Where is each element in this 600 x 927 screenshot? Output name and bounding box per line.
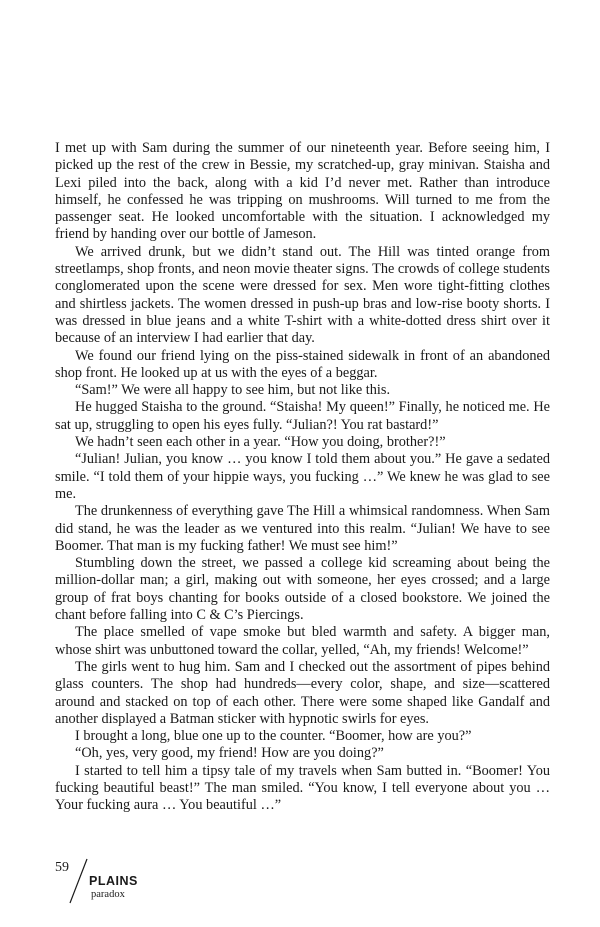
- paragraph: I brought a long, blue one up to the counter. “Boomer, how are you?”: [75, 728, 472, 745]
- paragraph: Stumbling down the street, we passed a college kid screaming about being the million-dollar man; a girl, making out with someone, her eyes crossed; and a large group of frat boys chanting for books outside of a closed bookstore. We joined the chant before falling into C & C’s Piercings.: [55, 555, 550, 624]
- journal-logo-subtitle: paradox: [91, 889, 125, 900]
- page-number: 59: [55, 860, 69, 875]
- paragraph: We arrived drunk, but we didn’t stand out. The Hill was tinted orange from streetlamps, shop fronts, and neon movie theater signs. The crowds of college students conglomerated upon the scene were dressed for sex. Men wore tight-fitting clothes and shirtless jackets. The women dressed in push-up bras and low-rise booty shorts. I was dressed in blue jeans and a white T-shirt with a white-dotted dress shirt over it because of an interview I had earlier that day.: [55, 243, 550, 347]
- paragraph: He hugged Staisha to the ground. “Staisha! My queen!” Finally, he noticed me. He sat up, struggling to open his eyes fully. “Julian?! You rat bastard!”: [55, 399, 550, 433]
- journal-logo: PLAINS: [89, 874, 138, 888]
- paragraph: The girls went to hug him. Sam and I checked out the assortment of pipes behind glass counters. The shop had hundreds—every color, shape, and size—scattered around and stacked on top of each other. There were some shaped like Gandalf and another displayed a Batman sticker with hypnotic swirls for eyes.: [55, 658, 550, 727]
- paragraph: I started to tell him a tipsy tale of my travels when Sam butted in. “Boomer! You fucking beautiful beast!” The man smiled. “You know, I tell everyone about you … Your fucking aura … You beautiful …”: [55, 762, 550, 814]
- story-text: [55, 140, 550, 815]
- page-footer: [55, 858, 195, 908]
- paragraph: We found our friend lying on the piss-stained sidewalk in front of an abandoned shop front. He looked up at us with the eyes of a beggar.: [55, 347, 550, 381]
- paragraph: The place smelled of vape smoke but bled warmth and safety. A bigger man, whose shirt was unbuttoned toward the collar, yelled, “Ah, my friends! Welcome!”: [55, 624, 550, 658]
- paragraph: “Julian! Julian, you know … you know I told them about you.” He gave a sedated smile. “I told them of your hippie ways, you fucking …” We knew he was glad to see me.: [55, 451, 550, 502]
- paragraph: “Oh, yes, very good, my friend! How are you doing?”: [75, 745, 384, 762]
- paragraph: “Sam!” We were all happy to see him, but not like this.: [75, 382, 391, 399]
- paragraph: I met up with Sam during the summer of our nineteenth year. Before seeing him, I picked up the rest of the crew in Bessie, my scratched-up, gray minivan. Staisha and Lexi piled into the back, along with a kid I’d never met. Rather than introduce himself, he confessed he was tripping on mushrooms. Will turned to me from the passenger seat. He looked uncomfortable with the situation. I acknowledged my friend by handing over our bottle of Jameson.: [55, 140, 550, 243]
- paragraph: The drunkenness of everything gave The Hill a whimsical randomness. When Sam did stand, he was the leader as we ventured into this realm. “Julian! We have to see Boomer. That man is my fucking father! We must see him!”: [55, 503, 550, 554]
- paragraph: We hadn’t seen each other in a year. “How you doing, brother?!”: [75, 434, 446, 451]
- slash-divider-icon: [67, 858, 89, 904]
